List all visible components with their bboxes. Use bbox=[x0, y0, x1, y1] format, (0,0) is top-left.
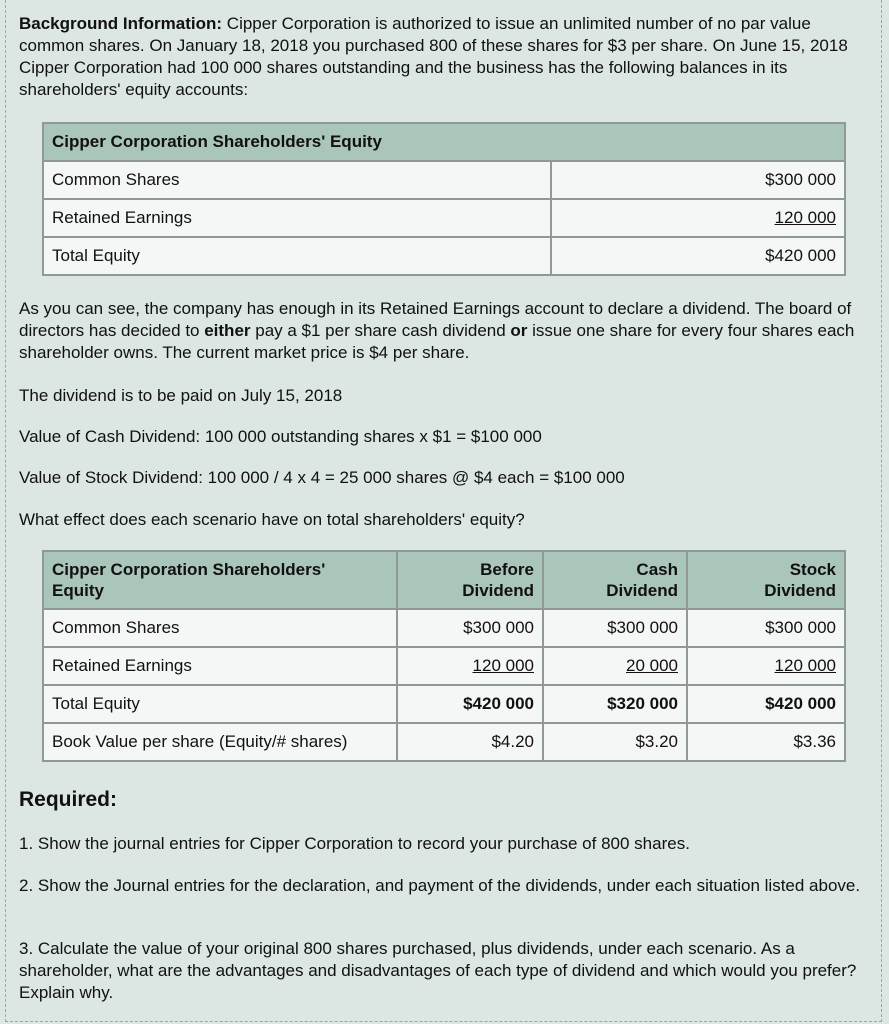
col-stock-line2: Dividend bbox=[764, 581, 836, 600]
row-label: Total Equity bbox=[44, 238, 550, 274]
comparison-table bbox=[42, 550, 846, 762]
required-item-1: 1. Show the journal entries for Cipper Corporation to record your purchase of 800 shares. bbox=[19, 834, 690, 853]
stock-value-cell bbox=[688, 648, 844, 684]
table-row bbox=[44, 686, 844, 722]
col-before-line1: Before bbox=[480, 560, 534, 579]
required-item-3: 3. Calculate the value of your original 800 shares purchased, plus dividends, under each scenario. As a shareholder, what are the advantages and disadvantages of each type of dividend and which would you prefer? Explain why. bbox=[19, 939, 857, 1002]
cash-value-cell bbox=[544, 648, 686, 684]
either-emphasis: either bbox=[204, 321, 251, 340]
row-label: Retained Earnings bbox=[44, 200, 550, 236]
table-row bbox=[44, 162, 844, 198]
stock-value: $420 000 bbox=[688, 686, 844, 722]
para-text-2: pay a $1 per share cash dividend bbox=[250, 321, 511, 340]
before-value: $4.20 bbox=[398, 724, 542, 760]
row-label: Book Value per share (Equity/# shares) bbox=[44, 724, 396, 760]
equity-table bbox=[42, 122, 846, 276]
row-label: Common Shares bbox=[44, 162, 550, 198]
para-text-1: As you can see, the company has enough in its Retained Earnings account to declare a dividend. The board of directors has decided to bbox=[19, 299, 852, 340]
col-header-cash bbox=[544, 552, 686, 608]
dividend-paragraph bbox=[19, 298, 869, 364]
background-text: Cipper Corporation is authorized to issue an unlimited number of no par value common shares. On January 18, 2018 you purchased 800 of these shares for $3 per share. On June 15, 2018 Cipper Corporation had 100 000 shares outstanding and the business has the following balances in its shareholders' equity accounts: bbox=[19, 14, 848, 99]
stock-value: $3.36 bbox=[688, 724, 844, 760]
row-label: Retained Earnings bbox=[44, 648, 396, 684]
stock-value: 120 000 bbox=[774, 656, 836, 675]
col-cash-line1: Cash bbox=[636, 560, 678, 579]
equity-table-title: Cipper Corporation Shareholders' Equity bbox=[52, 132, 382, 151]
col-cash-line2: Dividend bbox=[606, 581, 678, 600]
before-value: $420 000 bbox=[398, 686, 542, 722]
row-value: $420 000 bbox=[552, 238, 844, 274]
col-before-line2: Dividend bbox=[462, 581, 534, 600]
cash-value: $300 000 bbox=[544, 610, 686, 646]
required-item-2: 2. Show the Journal entries for the declaration, and payment of the dividends, under each situation listed above. bbox=[19, 876, 861, 895]
stock-dividend-line: Value of Stock Dividend: 100 000 / 4 x 4 = 25 000 shares @ $4 each = $100 000 bbox=[19, 468, 625, 487]
stock-value: $300 000 bbox=[688, 610, 844, 646]
before-value: $300 000 bbox=[398, 610, 542, 646]
table-row bbox=[44, 200, 844, 236]
row-label: Common Shares bbox=[44, 610, 396, 646]
required-heading: Required: bbox=[19, 788, 118, 811]
equity-table-header bbox=[44, 124, 844, 160]
background-paragraph bbox=[19, 13, 869, 101]
row-value: $300 000 bbox=[552, 162, 844, 198]
table-row bbox=[44, 238, 844, 274]
table-row bbox=[44, 648, 844, 684]
comparison-table-header bbox=[44, 552, 844, 608]
before-value-cell bbox=[398, 648, 542, 684]
row-value: 120 000 bbox=[774, 208, 836, 227]
table-row bbox=[44, 610, 844, 646]
title-line-2: Equity bbox=[52, 581, 104, 600]
row-value-cell bbox=[552, 200, 844, 236]
comparison-title bbox=[44, 552, 396, 608]
background-label: Background Information: bbox=[19, 14, 223, 33]
col-header-before bbox=[398, 552, 542, 608]
title-line-1: Cipper Corporation Shareholders' bbox=[52, 560, 326, 579]
paid-date-line: The dividend is to be paid on July 15, 2018 bbox=[19, 386, 343, 405]
cash-value: $320 000 bbox=[544, 686, 686, 722]
or-emphasis: or bbox=[510, 321, 528, 340]
table-row bbox=[44, 724, 844, 760]
col-header-stock bbox=[688, 552, 844, 608]
row-label: Total Equity bbox=[44, 686, 396, 722]
cash-dividend-line: Value of Cash Dividend: 100 000 outstanding shares x $1 = $100 000 bbox=[19, 427, 542, 446]
col-stock-line1: Stock bbox=[789, 560, 836, 579]
cash-value: $3.20 bbox=[544, 724, 686, 760]
para-text-3: issue one share for every four shares each shareholder owns. The current market price is $4 per share. bbox=[19, 321, 855, 362]
cash-value: 20 000 bbox=[626, 656, 678, 675]
before-value: 120 000 bbox=[472, 656, 534, 675]
question-line: What effect does each scenario have on total shareholders' equity? bbox=[19, 510, 525, 529]
